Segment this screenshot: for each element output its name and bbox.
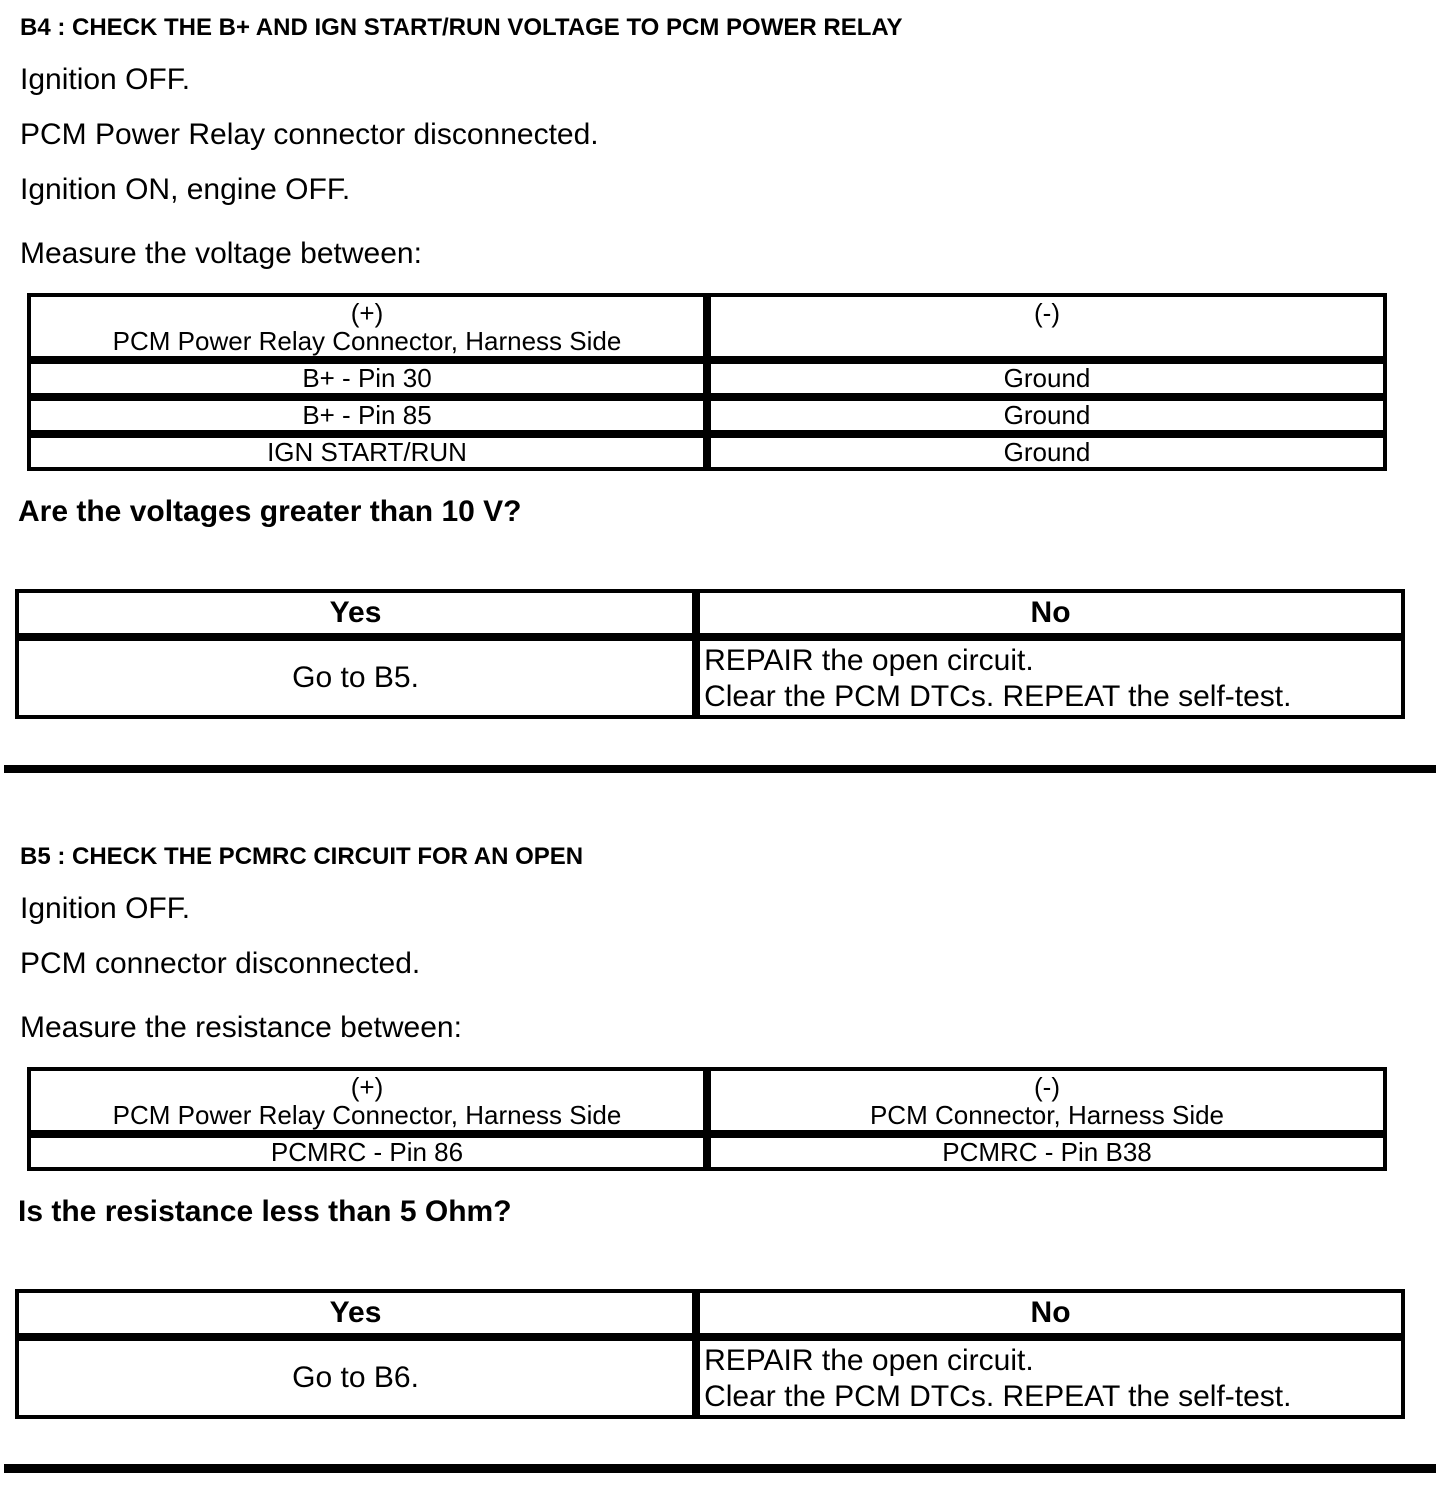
- yes-column-header: Yes: [15, 589, 696, 637]
- no-action-line: REPAIR the open circuit.: [704, 1344, 1034, 1377]
- measure-header-row: [27, 293, 1387, 360]
- b4-result-table: [15, 589, 1405, 719]
- minus-pin-cell: Ground: [707, 397, 1387, 434]
- section-b5: [0, 843, 1440, 1419]
- section-divider-rule: [4, 765, 1436, 773]
- minus-column-header: [707, 1067, 1387, 1134]
- plus-column-header: [27, 293, 707, 360]
- measure-intro: Measure the resistance between:: [20, 1011, 462, 1044]
- result-body-row: [15, 637, 1405, 719]
- plus-connector-label: PCM Power Relay Connector, Harness Side: [112, 1100, 622, 1130]
- no-action-line: Clear the PCM DTCs. REPEAT the self-test.: [704, 680, 1292, 713]
- b4-measure-table: [27, 293, 1387, 471]
- step-instruction: PCM connector disconnected.: [20, 947, 421, 980]
- measure-row: [27, 1134, 1387, 1171]
- section-b4-title: B4 : CHECK THE B+ AND IGN START/RUN VOLTAGE TO PCM POWER RELAY: [20, 14, 903, 41]
- result-body-row: [15, 1337, 1405, 1419]
- yes-column-header: Yes: [15, 1289, 696, 1337]
- test-question: Are the voltages greater than 10 V?: [18, 495, 522, 528]
- section-b4: [0, 0, 1440, 719]
- minus-pin-cell: Ground: [707, 360, 1387, 397]
- minus-pin-cell: PCMRC - Pin B38: [707, 1134, 1387, 1171]
- step-instruction: Ignition ON, engine OFF.: [20, 173, 351, 206]
- measure-row: [27, 360, 1387, 397]
- plus-pin-cell: IGN START/RUN: [27, 434, 707, 471]
- b5-measure-table: [27, 1067, 1387, 1171]
- measure-intro: Measure the voltage between:: [20, 237, 422, 270]
- yes-action-cell: Go to B5.: [15, 637, 696, 719]
- measure-row: [27, 397, 1387, 434]
- minus-column-header: [707, 293, 1387, 360]
- page-bottom-rule: [4, 1464, 1436, 1473]
- measure-header-row: [27, 1067, 1387, 1134]
- no-column-header: No: [696, 589, 1405, 637]
- step-instruction: Ignition OFF.: [20, 892, 191, 925]
- plus-pin-cell: B+ - Pin 85: [27, 397, 707, 434]
- plus-connector-label: PCM Power Relay Connector, Harness Side: [112, 326, 622, 356]
- minus-pin-cell: Ground: [707, 434, 1387, 471]
- minus-sign-label: (-): [1034, 1072, 1060, 1102]
- no-column-header: No: [696, 1289, 1405, 1337]
- plus-pin-cell: B+ - Pin 30: [27, 360, 707, 397]
- no-action-line: Clear the PCM DTCs. REPEAT the self-test.: [704, 1380, 1292, 1413]
- no-action-cell: [696, 637, 1405, 719]
- yes-action-cell: Go to B6.: [15, 1337, 696, 1419]
- plus-pin-cell: PCMRC - Pin 86: [27, 1134, 707, 1171]
- minus-connector-label: PCM Connector, Harness Side: [869, 1100, 1225, 1130]
- b5-result-table: [15, 1289, 1405, 1419]
- test-question: Is the resistance less than 5 Ohm?: [18, 1195, 512, 1228]
- step-instruction: PCM Power Relay connector disconnected.: [20, 118, 599, 151]
- no-action-line: REPAIR the open circuit.: [704, 644, 1034, 677]
- result-header-row: [15, 589, 1405, 637]
- section-b5-title: B5 : CHECK THE PCMRC CIRCUIT FOR AN OPEN: [20, 843, 584, 870]
- minus-sign-label: (-): [1034, 298, 1060, 328]
- measure-row: [27, 434, 1387, 471]
- plus-column-header: [27, 1067, 707, 1134]
- step-instruction: Ignition OFF.: [20, 63, 191, 96]
- result-header-row: [15, 1289, 1405, 1337]
- plus-sign-label: (+): [350, 298, 384, 328]
- no-action-cell: [696, 1337, 1405, 1419]
- plus-sign-label: (+): [350, 1072, 384, 1102]
